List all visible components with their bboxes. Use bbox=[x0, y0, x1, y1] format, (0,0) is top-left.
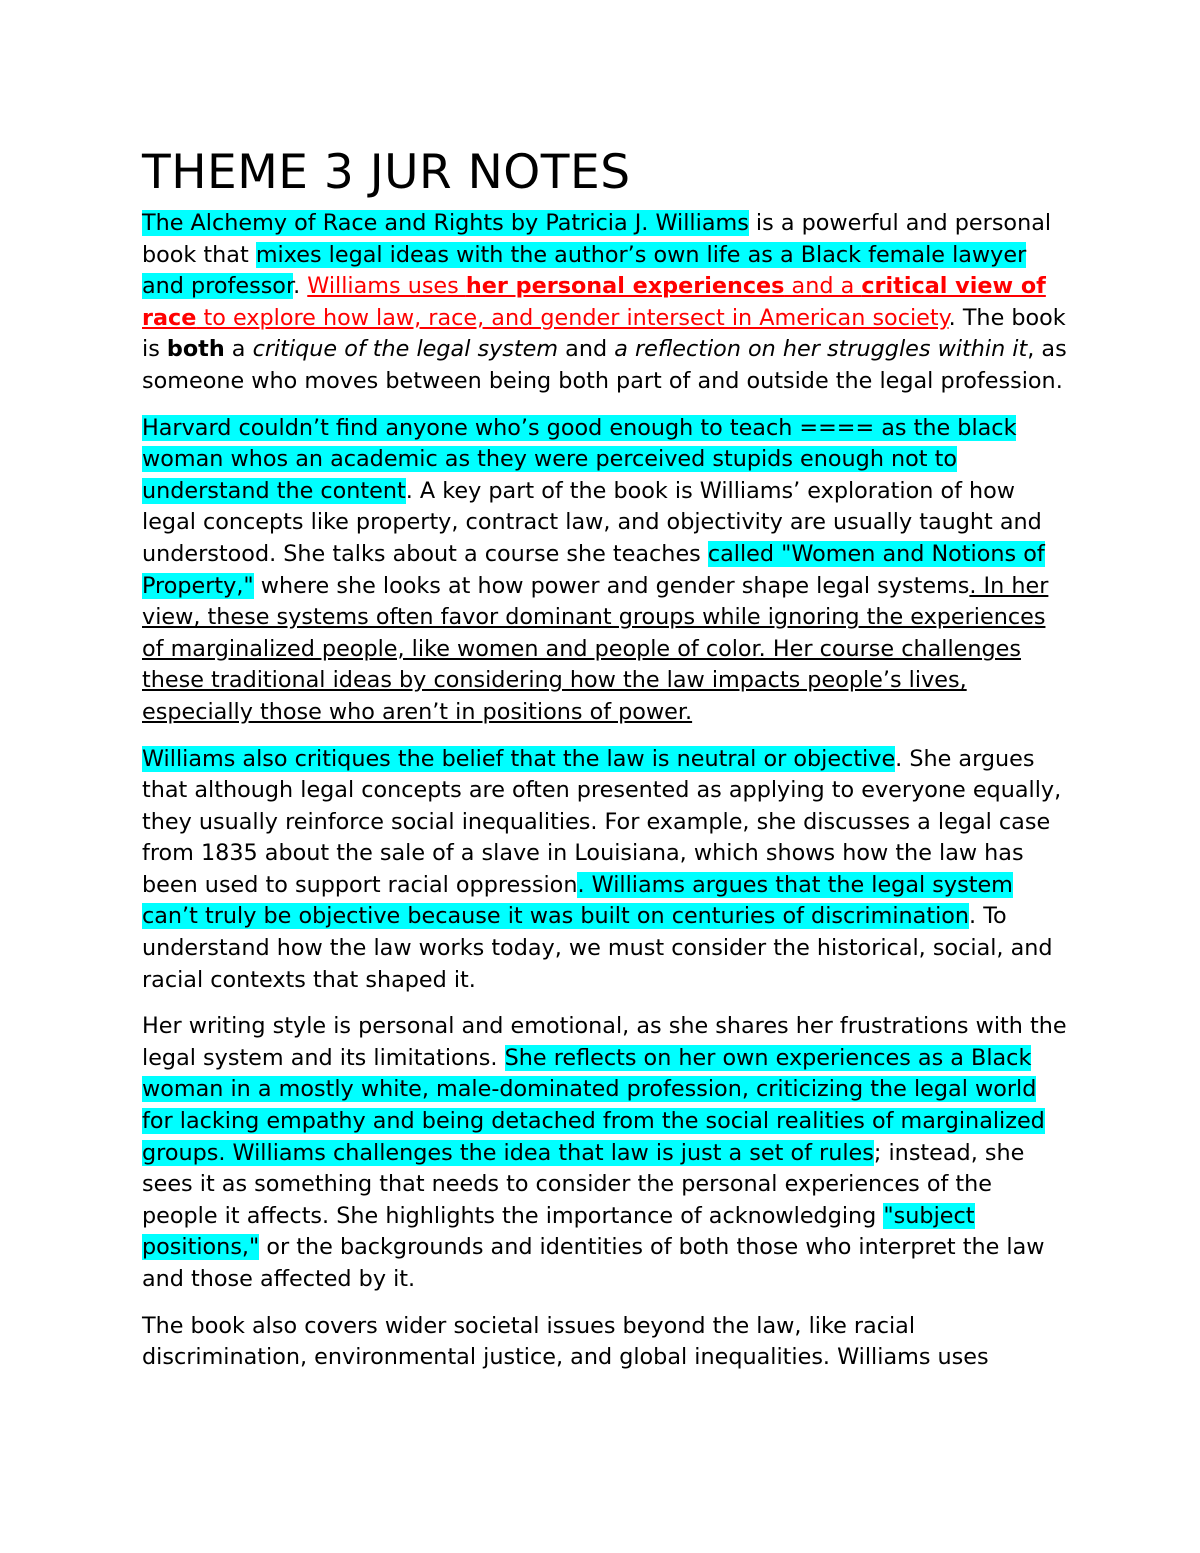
body-text: Her writing style is personal and emotional, as she shares her frustrations with the legal system and its limitations. bbox=[142, 1013, 1067, 1071]
body-text: . A key part of the book is Williams’ exploration of how legal concepts like property, contract law, and objectivity are usually taught and understood. She talks about a course she teaches bbox=[142, 477, 1042, 567]
body-text: and bbox=[558, 336, 615, 363]
highlighted-text: "subject positions," bbox=[142, 1202, 975, 1261]
highlighted-text: She reflects on her own experiences as a Black woman in a mostly white, male-dominated profession, criticizing the legal world for lacking empathy and being detached from the social realities of marginalized groups. Williams challenges the idea that law is just a set of rules bbox=[142, 1044, 1045, 1166]
body-text: . She argues that although legal concepts are often presented as applying to everyone equally, they usually reinforce social inequalities. For example, she discusses a legal case from 1835 about the sale of a slave in Louisiana, which shows how the law has been used to support racial oppression bbox=[142, 745, 1062, 898]
red-bold-underlined-text: critical view of race bbox=[142, 273, 1046, 331]
body-text: ; instead, she sees it as something that needs to consider the personal experiences of the people it affects. She highlights the importance of acknowledging bbox=[142, 1139, 1025, 1229]
red-underlined-text: and a bbox=[784, 273, 862, 300]
italic-text: a reflection on her struggles within it bbox=[614, 336, 1028, 363]
body-text: . The book is bbox=[142, 304, 1066, 363]
body-text: or the backgrounds and identities of both those who interpret the law and those affected by it. bbox=[142, 1234, 1045, 1292]
document-title: THEME 3 JUR NOTES bbox=[142, 145, 631, 200]
red-bold-underlined-text: her personal experiences bbox=[465, 273, 785, 300]
highlighted-text: Harvard couldn’t find anyone who’s good enough to teach ==== as the black woman whos an academic as they were perceived stupids enough not to understand the content bbox=[142, 414, 1017, 504]
paragraph-2 bbox=[142, 413, 1072, 729]
paragraph-5 bbox=[142, 1311, 1072, 1374]
paragraph-4 bbox=[142, 1011, 1072, 1295]
body-text: where she looks at how power and gender shape legal systems bbox=[253, 572, 970, 599]
body-text: . To understand how the law works today, we must consider the historical, social, and racial contexts that shaped it. bbox=[142, 903, 1053, 993]
body-text: , as someone who moves between being both part of and outside the legal profession. bbox=[142, 336, 1067, 394]
underlined-text: . In her view, these systems often favor dominant groups while ignoring the experiences of marginalized people, like women and people of color. Her course challenges these traditional ideas by considering how the law impacts people’s lives, especially those who aren’t in positions of power. bbox=[142, 572, 1049, 725]
red-underlined-text: to explore how law, race, and gender intersect in American society bbox=[196, 304, 949, 331]
paragraph-3 bbox=[142, 744, 1072, 997]
body-text: . bbox=[293, 273, 308, 300]
highlighted-text: Williams also critiques the belief that the law is neutral or objective bbox=[142, 745, 896, 772]
body-text: The book also covers wider societal issues beyond the law, like racial discrimination, environmental justice, and global inequalities. Williams uses bbox=[142, 1312, 989, 1371]
highlighted-text: The Alchemy of Race and Rights by Patricia J. Williams bbox=[142, 210, 749, 236]
paragraph-1 bbox=[142, 208, 1072, 398]
highlighted-text: called "Women and Notions of Property," bbox=[142, 540, 1045, 599]
bold-text: both bbox=[166, 336, 225, 363]
body-text: a bbox=[224, 336, 253, 363]
body-text: is a powerful and personal book that bbox=[142, 210, 1052, 268]
red-underlined-text: Williams uses bbox=[307, 273, 466, 300]
highlighted-text: . Williams argues that the legal system can’t truly be objective because it was built on centuries of discrimination bbox=[142, 871, 1013, 930]
highlighted-text: mixes legal ideas with the author’s own life as a Black female lawyer and professor bbox=[142, 241, 1027, 300]
document-page bbox=[142, 138, 1072, 1389]
italic-text: critique of the legal system bbox=[252, 336, 559, 363]
